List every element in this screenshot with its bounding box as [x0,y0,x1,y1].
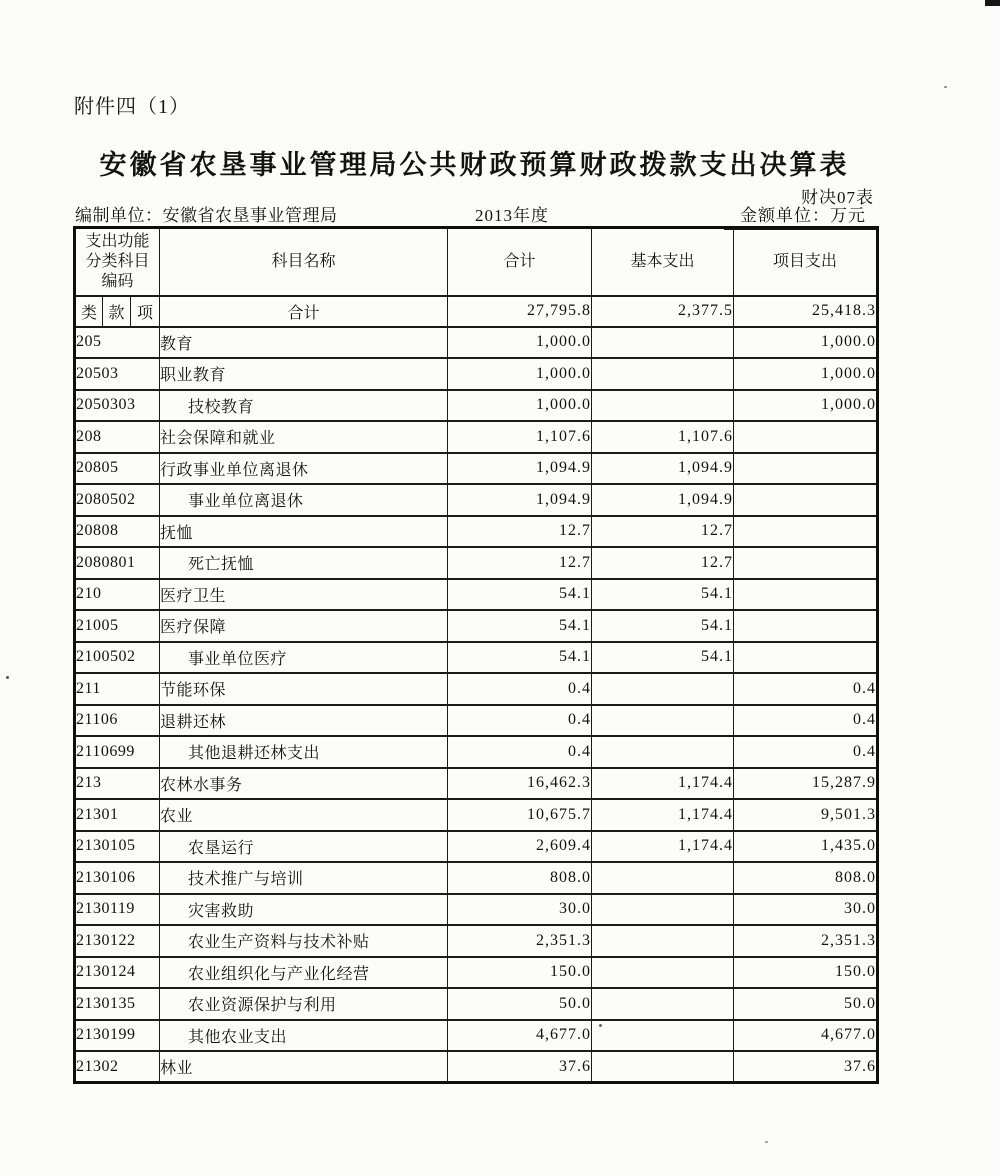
row-basic [592,894,734,926]
row-code: 20808 [75,516,160,548]
table-row [75,484,878,516]
row-basic [592,673,734,705]
attachment-label: 附件四（1） [74,96,190,118]
row-basic [592,988,734,1020]
row-name: 抚恤 [160,516,448,548]
grand-total-name: 合计 [160,296,448,327]
row-total: 12.7 [448,547,592,579]
row-project: 150.0 [734,957,878,989]
table-row [75,925,878,957]
row-name: 行政事业单位离退休 [160,453,448,485]
row-name: 灾害救助 [160,894,448,926]
table-row [75,894,878,926]
row-total: 1,094.9 [448,484,592,516]
scan-artifact [985,0,1000,6]
row-code: 20805 [75,453,160,485]
row-name: 其他退耕还林支出 [160,736,448,768]
row-code: 205 [75,327,160,359]
grand-total-row [75,296,878,327]
row-total: 0.4 [448,673,592,705]
row-total: 54.1 [448,642,592,674]
row-total: 1,000.0 [448,358,592,390]
row-name: 退耕还林 [160,705,448,737]
row-total: 4,677.0 [448,1020,592,1052]
row-name: 农业资源保护与利用 [160,988,448,1020]
table-row [75,579,878,611]
table-row [75,1020,878,1052]
row-total: 1,107.6 [448,421,592,453]
row-code: 210 [75,579,160,611]
row-total: 10,675.7 [448,799,592,831]
row-name: 技校教育 [160,390,448,422]
code-sub-section: 款 [103,296,131,327]
scan-artifact [765,1141,768,1143]
table-row [75,957,878,989]
row-project: 1,435.0 [734,831,878,863]
col-header-code-line: 分类科目 [85,252,150,270]
form-code-label: 财决07表 [801,188,874,207]
col-header-function-code [75,228,160,296]
col-header-project-expenditure: 项目支出 [734,228,878,296]
row-total: 2,609.4 [448,831,592,863]
row-project [734,453,878,485]
scan-artifact [6,676,9,679]
col-header-basic-expenditure: 基本支出 [592,228,734,296]
row-basic: 54.1 [592,642,734,674]
row-basic: 1,174.4 [592,799,734,831]
row-name: 医疗保障 [160,610,448,642]
row-basic [592,736,734,768]
expenditure-table [73,226,879,1084]
row-basic [592,925,734,957]
page-title: 安徽省农垦事业管理局公共财政预算财政拨款支出决算表 [99,150,850,180]
row-total: 37.6 [448,1051,592,1083]
row-basic [592,1020,734,1052]
row-basic [592,705,734,737]
row-project [734,421,878,453]
row-project [734,547,878,579]
table-row [75,421,878,453]
table-row [75,642,878,674]
row-code: 211 [75,673,160,705]
row-basic: 54.1 [592,579,734,611]
row-project: 9,501.3 [734,799,878,831]
row-code: 2100502 [75,642,160,674]
row-project [734,642,878,674]
row-project [734,484,878,516]
row-project: 4,677.0 [734,1020,878,1052]
row-basic [592,1051,734,1083]
row-name: 医疗卫生 [160,579,448,611]
row-name: 农业生产资料与技术补贴 [160,925,448,957]
row-name: 技术推广与培训 [160,862,448,894]
row-project: 808.0 [734,862,878,894]
row-basic: 12.7 [592,547,734,579]
row-project: 1,000.0 [734,358,878,390]
table-row [75,390,878,422]
row-total: 0.4 [448,736,592,768]
row-total: 1,000.0 [448,327,592,359]
row-code: 208 [75,421,160,453]
row-code: 2130122 [75,925,160,957]
row-project: 30.0 [734,894,878,926]
table-row [75,768,878,800]
grand-total-total: 27,795.8 [448,296,592,327]
row-project [734,610,878,642]
row-code: 2130119 [75,894,160,926]
table-row [75,988,878,1020]
row-code: 21106 [75,705,160,737]
table-header-row [75,228,878,296]
row-basic [592,327,734,359]
row-total: 808.0 [448,862,592,894]
row-code: 2130124 [75,957,160,989]
table-row [75,610,878,642]
row-name: 事业单位医疗 [160,642,448,674]
table-row [75,673,878,705]
row-name: 节能环保 [160,673,448,705]
row-total: 0.4 [448,705,592,737]
row-basic [592,358,734,390]
row-name: 农林水事务 [160,768,448,800]
row-code: 2050303 [75,390,160,422]
row-code: 20503 [75,358,160,390]
row-name: 农业 [160,799,448,831]
row-project [734,516,878,548]
row-name: 农垦运行 [160,831,448,863]
row-code: 2110699 [75,736,160,768]
row-code: 21301 [75,799,160,831]
row-basic: 12.7 [592,516,734,548]
col-header-total: 合计 [448,228,592,296]
row-total: 2,351.3 [448,925,592,957]
table-row [75,705,878,737]
row-total: 150.0 [448,957,592,989]
table-row [75,831,878,863]
row-project: 0.4 [734,673,878,705]
row-basic: 54.1 [592,610,734,642]
code-sub-class: 类 [75,296,103,327]
prepared-by-label: 编制单位：安徽省农垦事业管理局 [75,206,338,225]
row-total: 16,462.3 [448,768,592,800]
code-sub-item: 项 [131,296,160,327]
row-code: 2080801 [75,547,160,579]
scan-artifact [944,86,947,88]
table-row [75,862,878,894]
row-total: 54.1 [448,610,592,642]
table-info-row [73,201,876,225]
row-code: 2130199 [75,1020,160,1052]
table-row [75,799,878,831]
col-header-code-line: 支出功能 [85,232,150,250]
row-code: 21005 [75,610,160,642]
row-project: 15,287.9 [734,768,878,800]
row-name: 教育 [160,327,448,359]
grand-total-basic: 2,377.5 [592,296,734,327]
row-project: 0.4 [734,705,878,737]
col-header-subject-name: 科目名称 [160,228,448,296]
row-code: 2080502 [75,484,160,516]
table-body [75,327,878,1083]
table-row [75,1051,878,1083]
row-project [734,579,878,611]
grand-total-project: 25,418.3 [734,296,878,327]
amount-unit-label: 金额单位：万元 [724,201,876,230]
row-project: 37.6 [734,1051,878,1083]
row-project: 0.4 [734,736,878,768]
row-project: 1,000.0 [734,327,878,359]
row-project: 50.0 [734,988,878,1020]
row-name: 社会保障和就业 [160,421,448,453]
table-row [75,358,878,390]
row-total: 54.1 [448,579,592,611]
row-total: 30.0 [448,894,592,926]
row-name: 林业 [160,1051,448,1083]
row-name: 职业教育 [160,358,448,390]
row-basic: 1,107.6 [592,421,734,453]
fiscal-year-label: 2013年度 [475,206,549,225]
row-name: 其他农业支出 [160,1020,448,1052]
row-basic: 1,094.9 [592,484,734,516]
row-code: 2130106 [75,862,160,894]
table-row [75,453,878,485]
row-basic: 1,174.4 [592,831,734,863]
row-name: 农业组织化与产业化经营 [160,957,448,989]
row-project: 2,351.3 [734,925,878,957]
table-row [75,516,878,548]
row-total: 1,094.9 [448,453,592,485]
row-code: 2130135 [75,988,160,1020]
table-row [75,327,878,359]
col-header-code-line: 编码 [101,272,134,290]
row-code: 213 [75,768,160,800]
row-basic [592,957,734,989]
row-total: 12.7 [448,516,592,548]
row-basic [592,862,734,894]
row-code: 21302 [75,1051,160,1083]
row-name: 事业单位离退休 [160,484,448,516]
row-total: 50.0 [448,988,592,1020]
row-basic: 1,174.4 [592,768,734,800]
row-name: 死亡抚恤 [160,547,448,579]
row-total: 1,000.0 [448,390,592,422]
row-project: 1,000.0 [734,390,878,422]
table-row [75,547,878,579]
table-row [75,736,878,768]
row-basic: 1,094.9 [592,453,734,485]
row-code: 2130105 [75,831,160,863]
row-basic [592,390,734,422]
